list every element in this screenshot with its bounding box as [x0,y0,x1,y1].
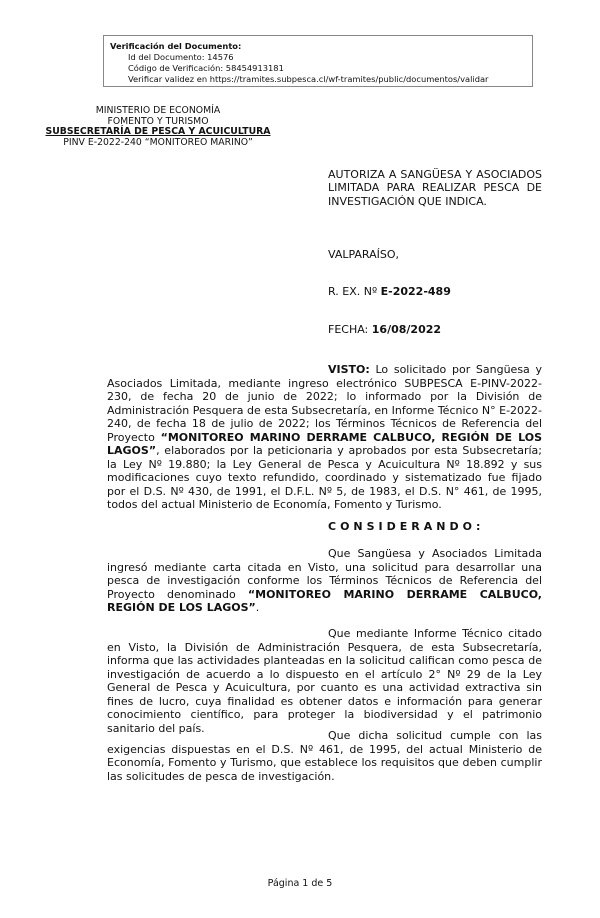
date-value: 16/08/2022 [371,323,442,336]
considerando-paragraph-1 [107,547,542,615]
resolution-subject: AUTORIZA A SANGÜESA Y ASOCIADOS LIMITADA PARA REALIZAR PESCA DE INVESTIGACIÓN QUE INDICA. [328,168,542,208]
resolution-value: E-2022-489 [380,285,451,298]
letterhead [28,106,288,148]
date-label: FECHA: [328,323,372,336]
resolution-label: R. EX. Nº [328,285,381,298]
para2-text: Que mediante Informe Técnico citado en Visto, la División de Administración Pesquera, de esta Subsecretaría, informa que las actividades planteadas en la solicitud califican como pesca de investigación de acuerdo a lo dispuesto en el artículo 2° Nº 29 de la Ley General de Pesca y Acuicultura, por cuanto es una actividad extractiva sin fines de lucro, cuya finalidad es obtener datos e información para generar conocimiento científico, para proteger la biodiversidad y el patrimonio sanitario del país. [107,627,542,735]
page-number: Página 1 de 5 [267,878,333,889]
resolution-number [328,285,451,298]
visto-text-2: , elaborados por la peticionaria y aprobados por esta Subsecretaría; la Ley Nº 19.880; la Ley General de Pesca y Acuicultura Nº 18.892 y sus modificaciones cuyo texto refundido, coordinado y sistematizado fue fijado por el D.S. Nº 430, de 1991, el D.F.L. Nº 5, de 1983, el D.S. N° 461, de 1995, todos del actual Ministerio de Economía, Fomento y Turismo. [107,444,542,511]
ministry-name: MINISTERIO DE ECONOMÍA [95,105,221,116]
visto-text-1: Lo solicitado por Sangüesa y Asociados Limitada, mediante ingreso electrónico SUBPESCA E-PINV-2022-230, de fecha 20 de junio de 2022; lo informado por la División de Administración Pesquera de esta Subsecretaría, en Informe Técnico N° E-2022-240, de fecha 18 de julio de 2022; los Términos Técnicos de Referencia del Proyecto [107,363,542,444]
verification-box [103,35,533,87]
verification-doc-id: • Id del Documento: 14576 [128,52,526,63]
considerando-heading: CONSIDERANDO: [328,520,485,533]
city: VALPARAÍSO, [328,248,400,261]
ministry-subtitle: FOMENTO Y TURISMO [107,115,209,127]
verification-code: • Código de Verificación: 58454913181 [128,63,526,74]
para1-text-2: . [255,601,260,614]
resolution-date [328,323,441,336]
verification-list [110,52,526,85]
para1-text-1: Que Sangüesa y Asociados Limitada ingresó mediante carta citada en Visto, una solicitud para desarrollar una pesca de investigación conforme los Términos Técnicos de Referencia del Proyecto denominado [107,547,542,601]
para3-text: Que dicha solicitud cumple con las exigencias dispuestas en el D.S. Nº 461, de 1995, del actual Ministerio de Economía, Fomento y Turismo, que establece los requisitos que deben cumplir las solicitudes de pesca de investigación. [107,729,542,783]
verification-url[interactable]: • Verificar validez en https://tramites.subpesca.cl/wf-tramites/public/documentos/validar [128,74,526,85]
file-reference: PINV E-2022-240 “MONITOREO MARINO” [63,136,253,148]
undersecretariat-name: SUBSECRETARÍA DE PESCA Y ACUICULTURA [45,126,271,138]
verification-title: Verificación del Documento: [110,41,242,51]
considerando-paragraph-2 [107,627,542,735]
visto-label: VISTO: [328,363,370,376]
considerando-paragraph-3 [107,729,542,783]
visto-paragraph [107,363,542,512]
visto-project: “MONITOREO MARINO DERRAME CALBUCO, REGIÓN DE LOS LAGOS” [107,430,542,457]
para1-project: “MONITOREO MARINO DERRAME CALBUCO, REGIÓN DE LOS LAGOS” [107,587,542,614]
